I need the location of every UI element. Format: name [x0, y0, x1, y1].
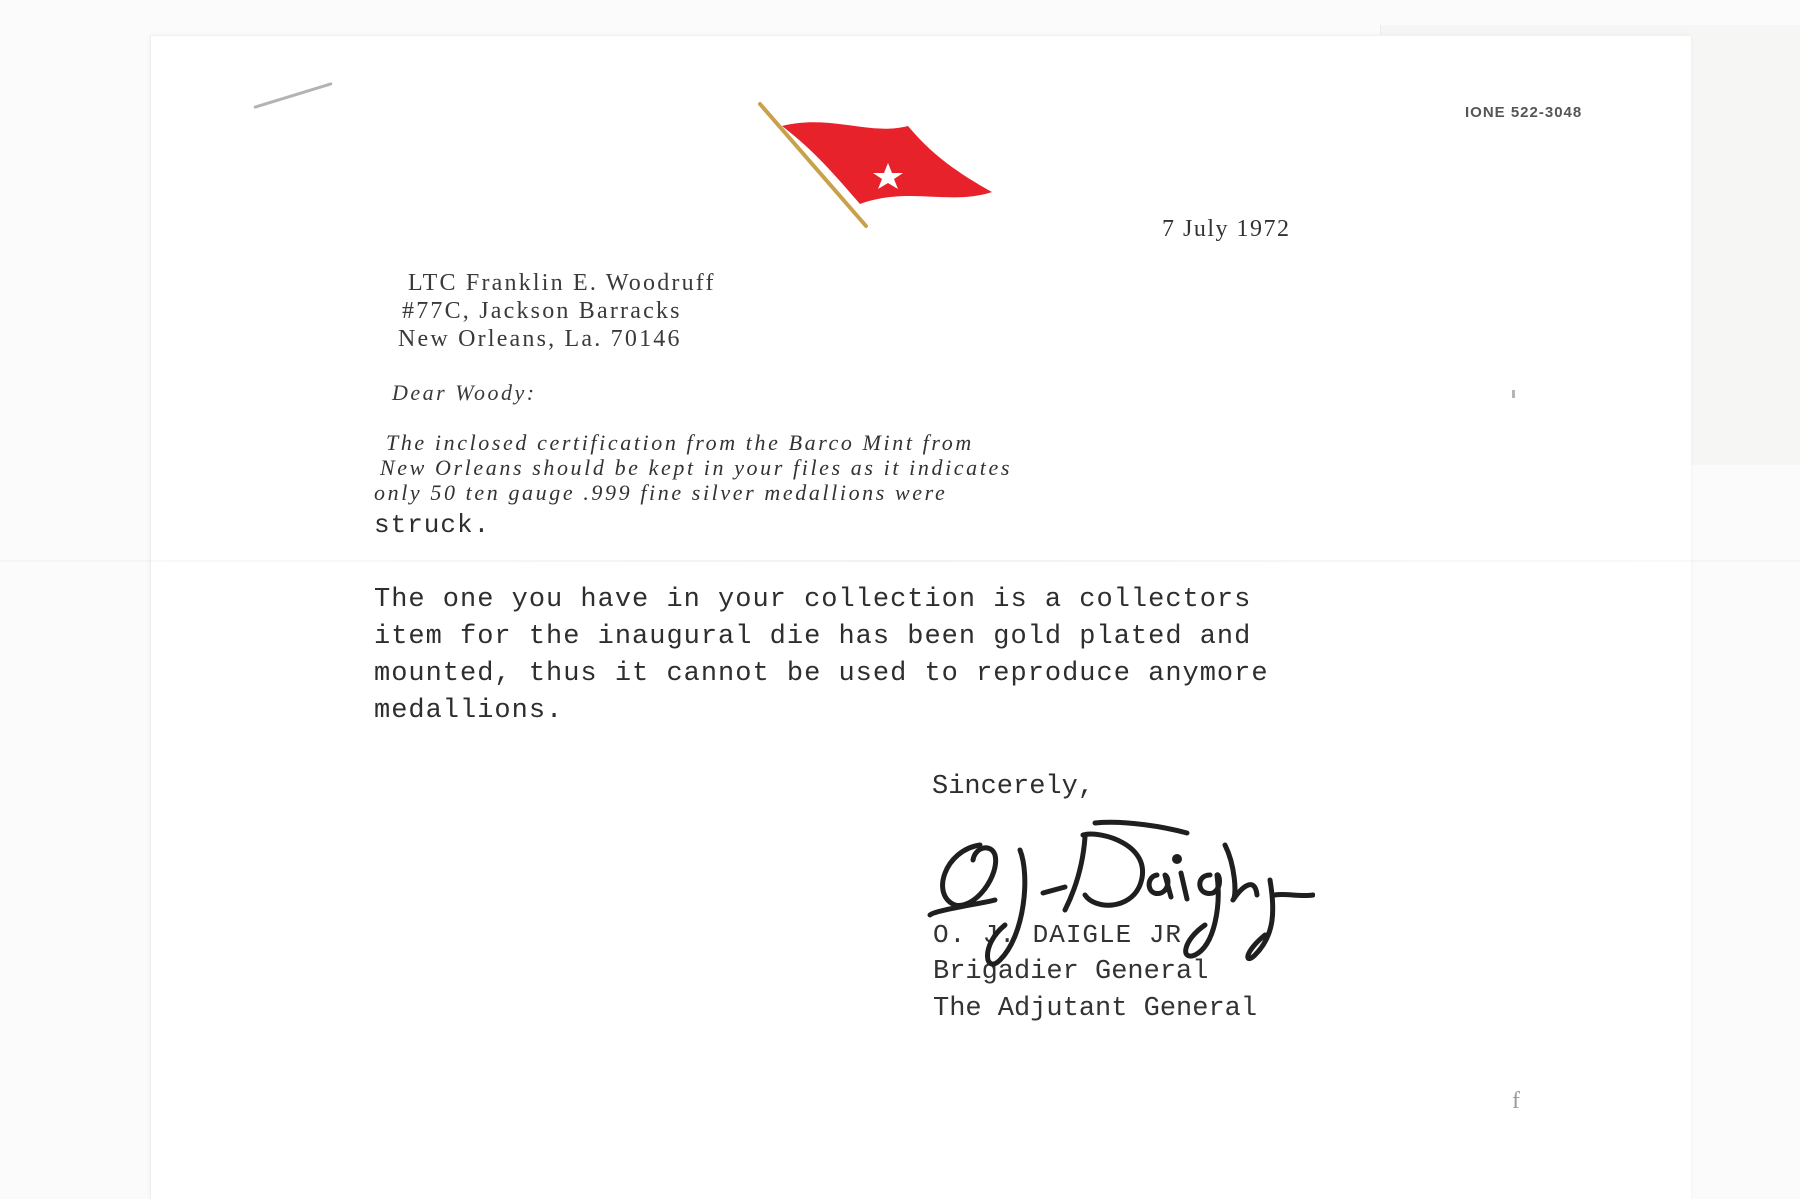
paragraph-line: New Orleans should be kept in your files as it indicates	[380, 455, 1012, 480]
paragraph-line: struck.	[374, 510, 491, 540]
salutation: Dear Woody:	[392, 380, 537, 405]
signer-name: O. J. DAIGLE JR	[933, 920, 1183, 950]
paragraph-line: medallions.	[374, 696, 564, 726]
closing: Sincerely,	[932, 772, 1095, 802]
letterhead-phone: IONE 522-3048	[1465, 104, 1583, 121]
recipient-line: LTC Franklin E. Woodruff	[408, 270, 716, 296]
signer-rank: Brigadier General	[933, 957, 1209, 987]
paragraph-line: The inclosed certification from the Barco Mint from	[386, 430, 974, 455]
paragraph-line: The one you have in your collection is a collectors	[374, 585, 1252, 615]
signer-title: The Adjutant General	[933, 994, 1258, 1024]
handwritten-signature	[925, 815, 1315, 985]
fold-crease	[0, 560, 1800, 562]
recipient-line: New Orleans, La. 70146	[398, 326, 682, 352]
red-star-flag-icon	[720, 96, 1010, 236]
edge-mark: f	[1512, 1088, 1520, 1114]
recipient-line: #77C, Jackson Barracks	[402, 298, 682, 324]
edge-dot	[1512, 390, 1515, 398]
paragraph-line: mounted, thus it cannot be used to reproduce anymore	[374, 659, 1269, 689]
paragraph-line: only 50 ten gauge .999 fine silver medallions were	[374, 480, 948, 505]
letter-date: 7 July 1972	[1162, 216, 1291, 242]
paragraph-line: item for the inaugural die has been gold plated and	[374, 622, 1252, 652]
